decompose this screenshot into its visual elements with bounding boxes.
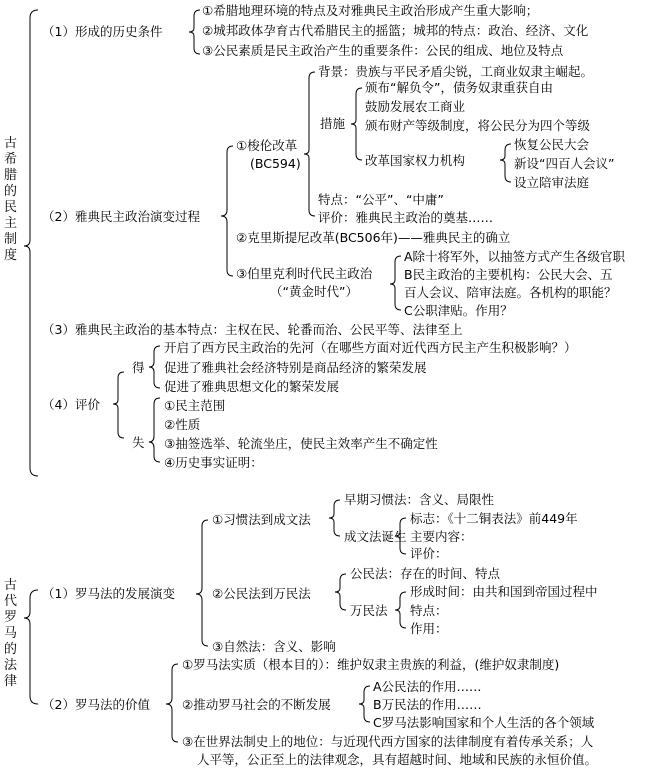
- rome-essence: ①罗马法实质（根本目的）：维护奴隶主贵族的利益，(维护奴隶制度): [182, 657, 560, 672]
- rome-status: 人平等，公正至上的法律观念，具有超越时间、地域和民族的永恒价值。: [197, 752, 598, 767]
- rome-s2-bracket: [166, 664, 178, 742]
- solon-reform-item: 新设“四百人会议”: [514, 156, 615, 171]
- reform-bracket: [500, 144, 511, 182]
- losses-bracket: [149, 398, 160, 462]
- pericles-item: 百人会议、陪审法庭。各机构的职能？: [404, 285, 617, 300]
- solon-background: 背景：贵族与平民矛盾尖锐，工商业奴隶主崛起。: [318, 64, 594, 79]
- solon-measures-label: 措施: [320, 116, 346, 131]
- jus-item: 形成时间：由共和国到帝国过程中: [410, 584, 598, 599]
- written-label: 成文法诞生: [344, 529, 407, 544]
- gains-bracket: [149, 346, 160, 388]
- solon-measure: 颁布“解负令”，债务奴隶重获自由: [365, 80, 553, 95]
- gain-item: 促进了雅典思想文化的繁荣发展: [164, 379, 340, 394]
- solon-measure: 鼓励发展农工商业: [365, 99, 466, 114]
- civil-law: 公民法：存在的时间、特点: [350, 566, 501, 581]
- jus-label: 万民法: [350, 603, 388, 618]
- civil-label: ②公民法到万民法: [212, 586, 311, 601]
- written-item: 主要内容：: [410, 529, 473, 544]
- greece-s1-item: ①希腊地理环境的特点及对雅典民主政治形成产生重大影响；: [202, 3, 539, 18]
- pericles-item: B民主政治的主要机构：公民大会、五: [404, 267, 613, 282]
- written-item: 标志：《十二铜表法》前449年: [410, 511, 578, 526]
- solon-features: 特点：“公平”、“中庸”: [318, 192, 444, 207]
- pericles-item: A除十将军外，以抽签方式产生各级官职: [404, 249, 626, 264]
- natural-law: ③自然法：含义、影响: [212, 639, 336, 654]
- solon-label: ①梭伦改革: [236, 138, 298, 153]
- losses-label: 失: [132, 435, 145, 450]
- greece-s1-bracket: [189, 10, 200, 54]
- promote-label: ②推动罗马社会的不断发展: [182, 697, 331, 712]
- greece-root-bracket: [24, 10, 38, 476]
- rome-s2-label: （2）罗马法的价值: [42, 697, 150, 712]
- loss-item: ③抽签选举、轮流坐庄，使民主效率产生不确定性: [164, 436, 438, 451]
- rome-title: 古代罗马的法律: [3, 578, 17, 689]
- promote-item: C罗马法影响国家和个人生活的各个领域: [373, 715, 595, 730]
- greece-s1-label: （1）形成的历史条件: [42, 24, 163, 39]
- rome-status: ③在世界法制史上的地位：与近现代西方国家的法律制度有着传承关系；人: [182, 734, 594, 749]
- custom-early: 早期习惯法：含义、局限性: [344, 492, 495, 507]
- pericles-era: （“黄金时代”）: [270, 284, 358, 299]
- solon-evaluation: 评价：雅典民主政治的奠基……: [318, 210, 494, 225]
- solon-date: (BC594): [250, 156, 301, 171]
- cleisthenes-reform: ②克里斯提尼改革(BC506年)——雅典民主的确立: [236, 230, 511, 245]
- greece-s1-item: ③公民素质是民主政治产生的重要条件：公民的组成、地位及特点: [202, 43, 564, 58]
- pericles-label: ③伯里克利时代民主政治: [236, 266, 373, 281]
- rome-root-bracket: [24, 590, 38, 704]
- loss-item: ①民主范围: [164, 398, 226, 413]
- promote-item: B万民法的作用……: [373, 697, 482, 712]
- promote-bracket: [359, 686, 370, 722]
- evaluation-bracket: [113, 372, 124, 438]
- loss-item: ②性质: [164, 417, 201, 432]
- jus-bracket: [395, 592, 406, 628]
- pericles-item: C公职津贴。作用？: [404, 303, 513, 318]
- solon-reform-item: 恢复公民大会: [514, 137, 590, 152]
- measures-bracket: [351, 88, 362, 160]
- custom-label: ①习惯法到成文法: [212, 512, 311, 527]
- solon-reform-item: 设立陪审法庭: [514, 175, 590, 190]
- greece-s3-label: （3）雅典民主政治的基本特点：主权在民、轮番而治、公民平等、法律至上: [42, 322, 463, 337]
- gain-item: 促进了雅典社会经济特别是商品经济的繁荣发展: [164, 360, 427, 375]
- solon-bracket: [304, 72, 315, 216]
- solon-measure: 颁布财产等级制度，将公民分为四个等级: [365, 118, 591, 133]
- gains-label: 得: [132, 360, 145, 375]
- jus-item: 作用：: [410, 621, 448, 636]
- written-item: 评价：: [410, 546, 448, 561]
- jus-item: 特点：: [410, 603, 448, 618]
- gain-item: 开启了西方民主政治的先河（在哪些方面对近代西方民主产生积极影响？）: [164, 340, 577, 355]
- loss-item: ④历史事实证明：: [164, 455, 263, 470]
- rome-s1-label: （1）罗马法的发展演变: [42, 586, 175, 601]
- solon-reform-label: 改革国家权力机构: [365, 153, 466, 168]
- greece-s4-label: （4）评价: [42, 397, 100, 412]
- greece-s2-bracket: [221, 146, 233, 276]
- greece-title: 古希腊的民主制度: [3, 136, 17, 263]
- rome-s1-bracket: [196, 520, 208, 646]
- civil-bracket: [335, 574, 346, 610]
- pericles-bracket: [390, 256, 401, 310]
- greece-s2-label: （2）雅典民主政治演变过程: [42, 209, 200, 224]
- greece-s1-item: ②城邦政体孕育古代希腊民主的摇篮；城邦的特点：政治、经济、文化: [202, 23, 589, 38]
- promote-item: A公民法的作用……: [373, 679, 482, 694]
- custom-bracket: [329, 500, 340, 536]
